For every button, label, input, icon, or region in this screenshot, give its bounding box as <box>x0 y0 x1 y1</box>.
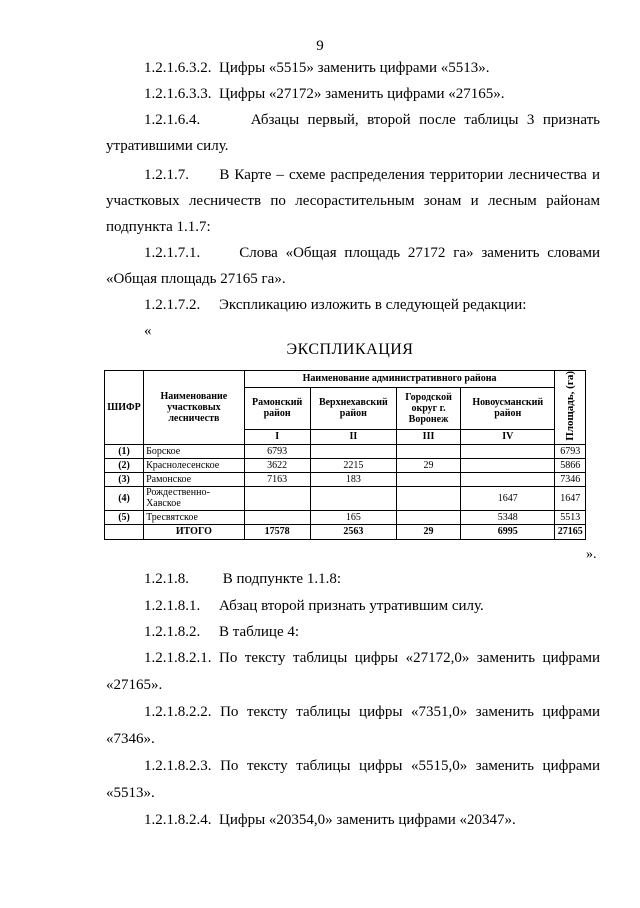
table-row <box>105 472 586 486</box>
paragraph-continuation: подпункта 1.1.7: <box>106 219 211 235</box>
paragraph-continuation: участковых лесничеств по лесорастительным зонам и лесным районам <box>106 193 600 209</box>
cell-value: 2215 <box>310 458 396 472</box>
page-number: 9 <box>316 38 324 54</box>
close-quote: ». <box>586 547 597 562</box>
cell-area: 6793 <box>555 444 586 458</box>
district-roman: I <box>244 429 310 444</box>
paragraph-1-2-1-7-2 <box>144 292 526 319</box>
district-name: Рамонский район <box>244 387 310 429</box>
paragraph-1-2-1-6-3-2 <box>144 55 600 82</box>
table-row <box>105 444 586 458</box>
paragraph-1-2-1-8 <box>144 566 341 593</box>
item-number: 1.2.1.8.2.3. <box>144 758 212 774</box>
paragraph-continuation: «Общая площадь 27165 га». <box>106 271 286 287</box>
item-number: 1.2.1.8.2.2. <box>144 704 212 720</box>
cell-value: 1647 <box>461 486 555 510</box>
row-name: Борское <box>144 444 245 458</box>
item-text: В подпункте 1.1.8: <box>222 571 342 587</box>
header-district: Наименование административного района <box>244 371 555 388</box>
cell-area: 7346 <box>555 472 586 486</box>
total-value: 2563 <box>310 524 396 539</box>
total-code <box>105 524 144 539</box>
table-row <box>105 486 586 510</box>
explication-table <box>104 370 586 540</box>
header-area-label: Площадь, (га) <box>564 371 577 441</box>
paragraph-1-2-1-8-2-1 <box>144 645 600 672</box>
item-text: По тексту таблицы цифры «5515,0» заменить цифрами <box>220 758 601 774</box>
item-text: В таблице 4: <box>219 624 300 640</box>
district-name: Верхнехавский район <box>310 387 396 429</box>
cell-value <box>461 458 555 472</box>
cell-value <box>461 444 555 458</box>
item-text: Экспликацию изложить в следующей редакции: <box>219 297 527 313</box>
cell-value <box>397 444 461 458</box>
table-row <box>105 510 586 524</box>
district-roman: III <box>397 429 461 444</box>
paragraph-continuation: «5513». <box>106 785 155 801</box>
cell-value <box>310 444 396 458</box>
item-number: 1.2.1.8.1. <box>144 598 201 614</box>
item-text: В Карте – схеме распределения территории лесничества и <box>219 167 601 183</box>
district-roman: II <box>310 429 396 444</box>
paragraph-1-2-1-8-2-3 <box>144 753 600 780</box>
item-text: Цифры «5515» заменить цифрами «5513». <box>219 60 490 76</box>
table-row <box>105 458 586 472</box>
row-code: (5) <box>105 510 144 524</box>
header-code: ШИФР <box>105 371 144 445</box>
row-name: Тресвятское <box>144 510 245 524</box>
district-name: Городской округ г. Воронеж <box>397 387 461 429</box>
cell-area: 1647 <box>555 486 586 510</box>
item-number: 1.2.1.6.4. <box>144 112 201 128</box>
row-code: (4) <box>105 486 144 510</box>
paragraph-1-2-1-8-2 <box>144 619 299 646</box>
item-text: Цифры «27172» заменить цифрами «27165». <box>219 86 505 102</box>
item-number: 1.2.1.8.2. <box>144 624 201 640</box>
paragraph-1-2-1-8-1 <box>144 593 484 620</box>
item-text: По тексту таблицы цифры «7351,0» заменить цифрами <box>220 704 601 720</box>
row-code: (1) <box>105 444 144 458</box>
cell-value <box>397 510 461 524</box>
cell-value: 29 <box>397 458 461 472</box>
cell-value: 3622 <box>244 458 310 472</box>
cell-value: 6793 <box>244 444 310 458</box>
cell-value <box>244 510 310 524</box>
row-name: Рождественно-Хавское <box>144 486 245 510</box>
item-number: 1.2.1.8. <box>144 571 189 587</box>
paragraph-1-2-1-7-1 <box>144 240 600 267</box>
item-number: 1.2.1.7.2. <box>144 297 201 313</box>
paragraph-1-2-1-6-3-3 <box>144 81 600 108</box>
item-number: 1.2.1.7.1. <box>144 245 201 261</box>
total-value: 6995 <box>461 524 555 539</box>
item-text: Цифры «20354,0» заменить цифрами «20347». <box>219 812 516 828</box>
item-number: 1.2.1.6.3.2. <box>144 60 212 76</box>
cell-value <box>397 472 461 486</box>
paragraph-continuation: утратившими силу. <box>106 138 229 154</box>
item-text: Слова «Общая площадь 27172 га» заменить словами <box>239 245 601 261</box>
paragraph-1-2-1-8-2-2 <box>144 699 600 726</box>
cell-value: 7163 <box>244 472 310 486</box>
row-name: Рамонское <box>144 472 245 486</box>
header-forestry-name: Наименование участковых лесничеств <box>144 371 245 445</box>
cell-area: 5866 <box>555 458 586 472</box>
item-number: 1.2.1.7. <box>144 167 189 183</box>
item-number: 1.2.1.6.3.3. <box>144 86 212 102</box>
row-code: (3) <box>105 472 144 486</box>
cell-value: 165 <box>310 510 396 524</box>
cell-area: 5513 <box>555 510 586 524</box>
table-title: ЭКСПЛИКАЦИЯ <box>286 341 414 358</box>
total-row <box>105 524 586 539</box>
cell-value: 5348 <box>461 510 555 524</box>
total-area: 27165 <box>555 524 586 539</box>
district-name: Новоусманский район <box>461 387 555 429</box>
row-code: (2) <box>105 458 144 472</box>
paragraph-continuation: «27165». <box>106 677 163 693</box>
cell-value <box>310 486 396 510</box>
open-quote: « <box>144 323 152 339</box>
total-value: 29 <box>397 524 461 539</box>
header-area <box>555 371 586 445</box>
item-text: Абзац второй признать утратившим силу. <box>219 598 484 614</box>
district-roman: IV <box>461 429 555 444</box>
row-name: Краснолесенское <box>144 458 245 472</box>
total-value: 17578 <box>244 524 310 539</box>
cell-value: 183 <box>310 472 396 486</box>
item-number: 1.2.1.8.2.1. <box>144 650 212 666</box>
item-text: Абзацы первый, второй после таблицы 3 признать <box>250 112 600 128</box>
cell-value <box>397 486 461 510</box>
paragraph-1-2-1-8-2-4 <box>144 807 516 834</box>
item-text: По тексту таблицы цифры «27172,0» заменить цифрами <box>219 650 601 666</box>
cell-value <box>461 472 555 486</box>
paragraph-continuation: «7346». <box>106 731 155 747</box>
total-label: ИТОГО <box>144 524 245 539</box>
paragraph-1-2-1-6-4 <box>144 107 600 134</box>
item-number: 1.2.1.8.2.4. <box>144 812 212 828</box>
paragraph-1-2-1-7 <box>144 162 600 189</box>
cell-value <box>244 486 310 510</box>
